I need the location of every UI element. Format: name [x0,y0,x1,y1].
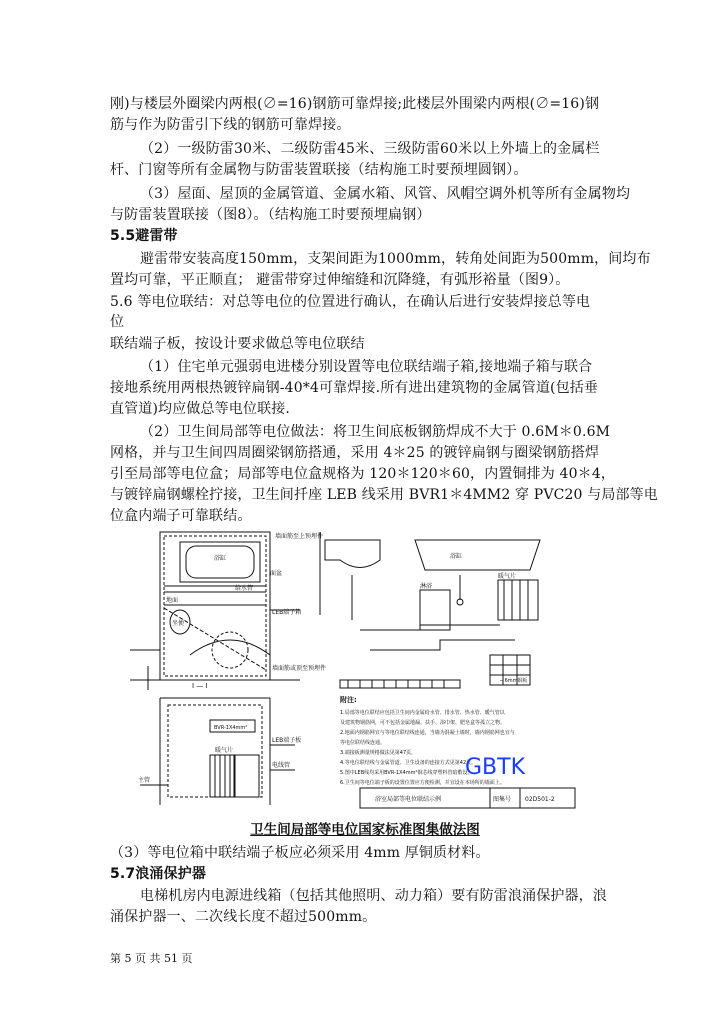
note-line: 2.地面内钢筋网宜与等电位联结线连通，当墙为混凝土墙时，墙内钢筋网也宜与 [340,730,515,736]
figure-drawing [120,530,580,810]
bathroom-equipotential-figure [120,530,580,810]
notes-title: 附注: [340,696,357,704]
label-floor: 地面 [166,597,179,604]
label-bathtub: 浴缸 [214,555,227,562]
body-line: 接地系统用两根热镀锌扁钢-40*4可靠焊接.所有进出建筑物的金属管道(包括垂 [110,380,599,396]
body-line: （2）一级防雷30米、二级防雷45米、三级防雷60米以上外墙上的金属栏 [140,141,600,157]
body-line: 筋与作为防雷引下线的钢筋可靠焊接。 [110,117,351,133]
label-toilet: 坐便 [172,620,185,627]
label-right-heater: 暖气片 [498,573,517,580]
body-line: 杆、门窗等所有金属物与防雷装置联接（结构施工时要预埋圆钢）。 [110,162,528,178]
note-line: 等电位联结线连通。 [340,740,386,746]
body-line: 与防雷装置联接（图8）。（结构施工时要预埋扁钢） [110,207,431,223]
body-line: 网格，并与卫生间四周圈梁钢筋搭通，采用 4＊25 的镀锌扁钢与圈梁钢筋搭焊 [110,445,600,461]
note-line: 及建筑物钢筋网，可不包括金属地漏、扶手、浴巾架、肥皂盒等孤立之物。 [340,720,506,726]
body-line: 刚)与楼层外圈梁内两根(∅=16)钢筋可靠焊接;此楼层外围梁内两根(∅=16)钢 [110,96,600,112]
label-leb-board: LEB端子板 [272,737,302,744]
title-block-code: 02D501-2 [525,796,555,803]
label-stamp: 墙面筋或顶至预埋件 [272,665,327,672]
body-line: 与镀锌扁钢螺栓拧接，卫生间扦座 LEB 线采用 BVR1＊4MM2 穿 PVC20 与局部等电 [110,487,658,503]
watermark-gbtk: GBTK [465,755,526,780]
body-line: 联结端子板，按设计要求做总等电位联结 [110,336,365,352]
section-heading-5-5: 5.5避雷带 [110,228,178,244]
note-line: 4.等电位联结线与金属管道、卫生设备的连接方式见第42页。 [340,760,477,766]
body-line: 避雷带安装高度150mm，支架间距为1000mm，转角处间距为500mm，间均布 [140,251,651,267]
label-heater: 暖气片 [215,747,234,754]
body-line: 涌保护器一、二次线长度不超过500mm。 [110,909,377,925]
body-line: 位盒内端子可靠联结。 [110,508,252,524]
section-title: I — I [192,682,208,690]
title-block-name: 浴室局部等电位联结示例 [375,796,442,803]
page-footer: 第 5 页 共 51 页 [110,952,193,965]
body-line: 引至局部等电位盒；局部等电位盒规格为 120＊120＊60，内置铜排为 40＊4， [110,466,616,482]
body-line: 电梯机房内电源进线箱（包括其他照明、动力箱）要有防雷浪涌保护器，浪 [140,888,607,904]
note-line: 1.局部等电位联结应包括卫生间内金属给水管、排水管、热水管、暖气管以 [340,710,505,716]
section-heading-5-7: 5.7浪涌保护器 [110,866,207,882]
body-line: （2）卫生间局部等电位做法：将卫生间底板钢筋焊成不大于 0.6M＊0.6M [140,424,611,440]
label-leb-box: LEB端子箱 [272,609,302,616]
label-sink: 面盆 [270,570,283,577]
label-pipe2: 电线管 [272,762,291,769]
label-wall: 墙面筋至上预埋件 [275,533,324,540]
label-right-tub: 浴缸 [450,553,463,560]
note-line: 5.图中LEB线均采用BVR-1X4mm²铜芯线穿塑料管暗敷设。 [340,770,473,776]
note-line: 6.卫生间等电位端子板的设置位置应方便检测，并宜设在本场所的墙面上。 [340,780,505,786]
body-line: 位 [110,314,125,330]
body-line: （3）屋面、屋顶的金属管道、金属水箱、风管、风帽空调外机等所有金属物均 [140,186,631,202]
body-line: 5.6 等电位联结：对总等电位的位置进行确认，在确认后进行安装焊接总等电 [110,294,591,310]
label-pipe: 给水管 [235,585,254,592]
body-line: （3）等电位箱中联结端子板应必须采用 4mm 厚铜质材料。 [110,845,490,861]
body-line: 置均可靠，平正顺直； 避雷带穿过伸缩缝和沉降缝，有弧形裕量（图9）。 [110,272,570,288]
body-line: （1）住宅单元强弱电进楼分别设置等电位联结端子箱,接地端子箱与联合 [140,359,593,375]
elevation-view [320,532,540,688]
label-shower: 淋浴 [420,583,433,590]
body-line: 直管道)均应做总等电位联接. [110,401,291,417]
figure-caption: 卫生间局部等电位国家标准图集做法图 [250,822,480,838]
label-floor-note: ─ 6mm铜板 [500,678,528,684]
label-main-pipe: 主管 [138,777,151,784]
title-block-num-label: 图集号 [493,796,512,803]
label-wire: BVR-1X4mm² [214,725,248,731]
note-line: 3.端接板测量规格做法见第47页。 [340,750,417,756]
